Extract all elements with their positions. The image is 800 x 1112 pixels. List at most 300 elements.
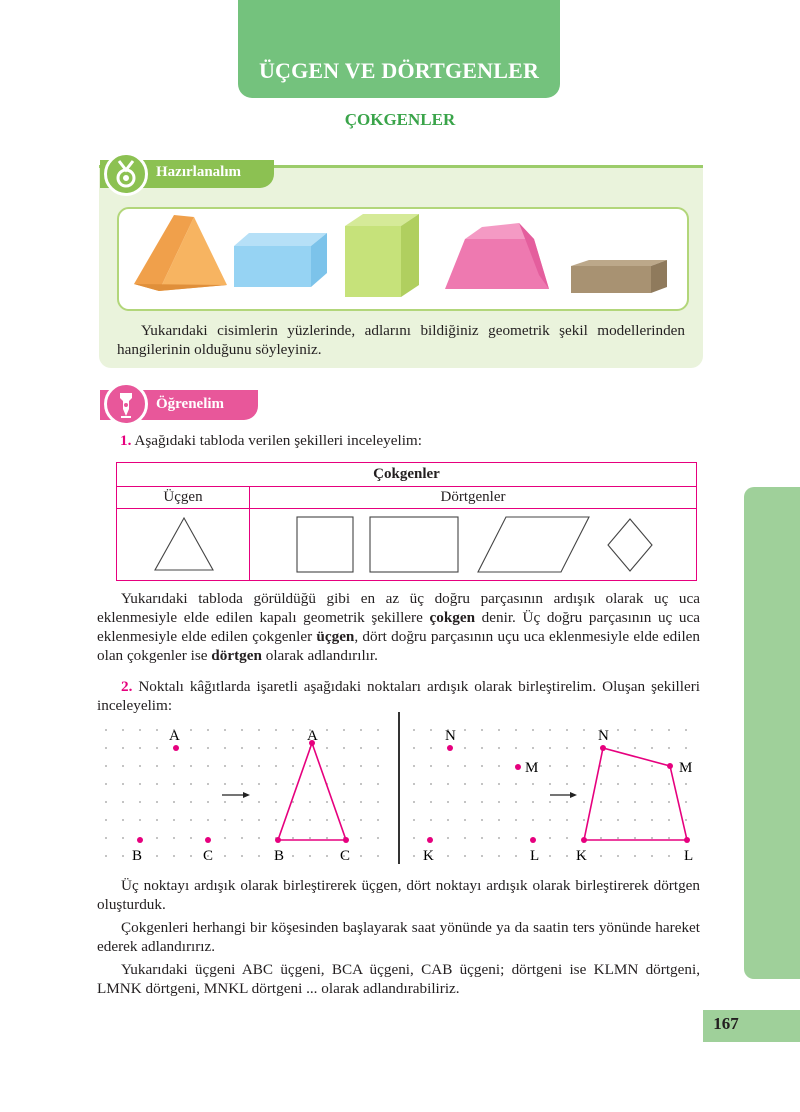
label-k: K (423, 848, 434, 864)
grid-dot (549, 765, 551, 767)
grid-dot (413, 837, 415, 839)
grid-dot (634, 783, 636, 785)
grid-dot (360, 837, 362, 839)
grid-dot (122, 855, 124, 857)
grid-dot (326, 747, 328, 749)
grid-dot (515, 819, 517, 821)
grid-dot (413, 819, 415, 821)
grid-dot (309, 783, 311, 785)
grid-dot (447, 783, 449, 785)
grid-dot (156, 783, 158, 785)
triangle-abc (278, 743, 346, 840)
grid-dot (617, 819, 619, 821)
grid-dot (651, 837, 653, 839)
grid-dot (532, 801, 534, 803)
grid-dot (377, 801, 379, 803)
grid-dot (207, 801, 209, 803)
summary-paragraph-1: Üç noktayı ardışık olarak birleştirerek üçgen, dört noktayı ardışık olarak birleştirerek dörtgen oluşturduk. (97, 877, 700, 913)
grid-dot (668, 783, 670, 785)
grid-dot (413, 855, 415, 857)
grid-dot (190, 801, 192, 803)
grid-dot (224, 801, 226, 803)
grid-dot (668, 801, 670, 803)
grid-dot (105, 855, 107, 857)
arrow-right-head (570, 792, 577, 798)
grid-dot (173, 765, 175, 767)
grid-dot (326, 765, 328, 767)
definition-text-c: denir. Üç doğru parçasının uç uca eklenmesiyle elde edilen çokgenler (97, 609, 700, 645)
label-k2: K (576, 848, 587, 864)
grid-dot (515, 855, 517, 857)
grid-dot (617, 747, 619, 749)
grid-dot (651, 765, 653, 767)
grid-dot (549, 783, 551, 785)
grid-dot (224, 747, 226, 749)
grid-dot (139, 729, 141, 731)
grid-dot (309, 837, 311, 839)
grid-dot (122, 747, 124, 749)
definition-text-a: Yukarıdaki tabloda görüldüğü gibi en az üç doğru parçasının ardışık olarak uç uca eklenmesiyle elde edilen kapalı geometrik şekillere (97, 590, 700, 626)
grid-dot (122, 801, 124, 803)
grid-dot (668, 837, 670, 839)
grid-dot (549, 819, 551, 821)
grid-dot (498, 765, 500, 767)
term-dortgen: dörtgen (211, 647, 262, 664)
grid-dot (326, 729, 328, 731)
grid-dot (258, 729, 260, 731)
grid-dot (173, 837, 175, 839)
vertex-n (600, 745, 606, 751)
term-cokgen: çokgen (429, 609, 476, 626)
grid-dot (156, 765, 158, 767)
hazirlanalim-label: Hazırlanalım (156, 164, 241, 180)
grid-dot (549, 801, 551, 803)
grid-dot (173, 783, 175, 785)
grid-dot (464, 783, 466, 785)
page-number: 167 (713, 1014, 739, 1033)
page-title: ÜÇGEN VE DÖRTGENLER (258, 58, 540, 83)
grid-dot (447, 837, 449, 839)
grid-dot (173, 855, 175, 857)
grid-dot (481, 801, 483, 803)
grid-dot (275, 819, 277, 821)
summary-paragraph-2: Çokgenleri herhangi bir köşesinden başlayarak saat yönünde ya da saatin ters yönünde hareket ederek adlandırırız. (97, 919, 700, 955)
grid-dot (105, 801, 107, 803)
label-m2: M (679, 760, 693, 776)
label-a2: A (307, 728, 318, 744)
triangle-shape (155, 518, 213, 570)
grid-dot (566, 765, 568, 767)
grid-dot (241, 819, 243, 821)
grid-dot (275, 747, 277, 749)
grid-dot (224, 765, 226, 767)
grid-dot (258, 783, 260, 785)
grid-dot (360, 747, 362, 749)
grid-dot (275, 783, 277, 785)
grid-dot (447, 819, 449, 821)
grid-dot (360, 819, 362, 821)
grid-dot (156, 819, 158, 821)
grid-dot (105, 765, 107, 767)
dot-paper-figures (100, 720, 700, 870)
rectangle-shape (370, 517, 458, 572)
grid-dot (292, 729, 294, 731)
point-b (137, 837, 143, 843)
vertex-c (343, 837, 349, 843)
grid-dot (275, 765, 277, 767)
definition-text-e: , dört doğru parçasının uçu uca eklenmesiyle elde edilen olan çokgenler ise (97, 628, 701, 664)
grid-dot (139, 747, 141, 749)
grid-dot (634, 855, 636, 857)
green-cube (345, 214, 419, 297)
grid-dot (464, 801, 466, 803)
grid-dot (207, 783, 209, 785)
grid-dot (292, 747, 294, 749)
item-1-text: Aşağıdaki tabloda verilen şekilleri inceleyelim: (131, 432, 422, 449)
grid-dot (634, 837, 636, 839)
grid-dot (105, 819, 107, 821)
grid-dot (549, 837, 551, 839)
pink-frustum (445, 223, 549, 289)
grid-dot (122, 783, 124, 785)
grid-dot (258, 801, 260, 803)
grid-dot (292, 855, 294, 857)
grid-dot (360, 729, 362, 731)
grid-dot (583, 783, 585, 785)
grid-dot (377, 837, 379, 839)
grid-dot (105, 837, 107, 839)
grid-dot (156, 837, 158, 839)
grid-dot (292, 819, 294, 821)
grid-dot (139, 783, 141, 785)
grid-dot (258, 819, 260, 821)
grid-dot (481, 729, 483, 731)
grid-dot (685, 819, 687, 821)
grid-dot (515, 837, 517, 839)
brown-slab (571, 260, 667, 293)
label-c2: C (340, 848, 351, 864)
label-a: A (169, 728, 180, 744)
grid-dot (481, 819, 483, 821)
grid-dot (309, 765, 311, 767)
label-m: M (525, 760, 539, 776)
grid-dot (413, 729, 415, 731)
grid-dot (685, 801, 687, 803)
grid-dot (532, 783, 534, 785)
grid-dot (651, 747, 653, 749)
point-n (447, 745, 453, 751)
grid-dot (549, 729, 551, 731)
grid-dot (173, 801, 175, 803)
grid-dot (464, 765, 466, 767)
grid-dot (258, 855, 260, 857)
grid-dot (464, 855, 466, 857)
grid-dot (430, 819, 432, 821)
label-n2: N (598, 728, 609, 744)
vertex-k (581, 837, 587, 843)
grid-dot (413, 783, 415, 785)
grid-dot (190, 765, 192, 767)
orange-prism (134, 215, 227, 291)
grid-dot (600, 837, 602, 839)
grid-dot (600, 801, 602, 803)
grid-dot (190, 837, 192, 839)
grid-dot (292, 783, 294, 785)
grid-dot (583, 819, 585, 821)
point-a (173, 745, 179, 751)
grid-dot (190, 783, 192, 785)
grid-dot (190, 729, 192, 731)
grid-dot (651, 729, 653, 731)
dot-grid-left (105, 729, 379, 857)
grid-dot (566, 801, 568, 803)
grid-dot (447, 855, 449, 857)
grid-dot (360, 801, 362, 803)
grid-dot (668, 819, 670, 821)
grid-dot (309, 855, 311, 857)
grid-dot (617, 855, 619, 857)
grid-dot (634, 765, 636, 767)
grid-dot (617, 765, 619, 767)
vertex-b (275, 837, 281, 843)
label-b: B (132, 848, 143, 864)
grid-dot (464, 837, 466, 839)
grid-dot (343, 801, 345, 803)
definition-paragraph (97, 589, 700, 665)
grid-dot (600, 765, 602, 767)
grid-dot (292, 837, 294, 839)
grid-dot (258, 837, 260, 839)
table-header-quadrilaterals: Dörtgenler (250, 487, 697, 509)
grid-dot (360, 765, 362, 767)
blue-box (234, 233, 327, 287)
parallelogram-shape (478, 517, 589, 572)
grid-dot (326, 837, 328, 839)
grid-dot (241, 837, 243, 839)
grid-dot (430, 729, 432, 731)
grid-dot (430, 747, 432, 749)
point-l (530, 837, 536, 843)
summary-paragraph-3: Yukarıdaki üçgeni ABC üçgeni, BCA üçgeni, CAB üçgeni; dörtgeni ise KLMN dörtgeni, LMNK dörtgeni, MNKL dörtgeni ... olarak adlandırabiliriz. (97, 961, 700, 997)
grid-dot (566, 837, 568, 839)
grid-dot (156, 855, 158, 857)
grid-dot (481, 765, 483, 767)
grid-dot (224, 729, 226, 731)
grid-dot (241, 783, 243, 785)
medal-icon (104, 152, 148, 196)
table-header-triangle: Üçgen (117, 487, 250, 509)
grid-dot (464, 747, 466, 749)
grid-dot (668, 729, 670, 731)
grid-dot (515, 747, 517, 749)
square-shape (297, 517, 353, 572)
grid-dot (532, 819, 534, 821)
grid-dot (634, 729, 636, 731)
grid-dot (617, 801, 619, 803)
grid-dot (377, 819, 379, 821)
grid-dot (413, 747, 415, 749)
grid-dot (668, 855, 670, 857)
grid-dot (241, 729, 243, 731)
grid-dot (498, 747, 500, 749)
grid-dot (413, 801, 415, 803)
grid-dot (105, 747, 107, 749)
grid-dot (413, 765, 415, 767)
grid-dot (156, 747, 158, 749)
grid-dot (190, 747, 192, 749)
grid-dot (224, 837, 226, 839)
grid-dot (634, 819, 636, 821)
grid-dot (326, 855, 328, 857)
point-k (427, 837, 433, 843)
grid-dot (309, 801, 311, 803)
solids-image (117, 207, 689, 311)
grid-dot (258, 747, 260, 749)
grid-dot (498, 819, 500, 821)
grid-dot (515, 783, 517, 785)
grid-dot (275, 801, 277, 803)
grid-dot (139, 801, 141, 803)
label-l2: L (684, 848, 694, 864)
grid-dot (377, 765, 379, 767)
grid-dot (326, 819, 328, 821)
grid-dot (566, 729, 568, 731)
grid-dot (464, 729, 466, 731)
grid-dot (207, 729, 209, 731)
grid-dot (498, 729, 500, 731)
grid-dot (617, 837, 619, 839)
grid-dot (515, 729, 517, 731)
grid-dot (190, 855, 192, 857)
polygons-table (116, 462, 697, 581)
vertex-m (667, 763, 673, 769)
grid-dot (566, 783, 568, 785)
grid-dot (617, 783, 619, 785)
grid-dot (549, 747, 551, 749)
grid-dot (481, 747, 483, 749)
pen-nib-icon (104, 382, 148, 426)
arrow-left-head (243, 792, 250, 798)
grid-dot (549, 855, 551, 857)
dot-grid-right (413, 729, 687, 857)
grid-dot (292, 765, 294, 767)
grid-dot (241, 747, 243, 749)
page-subtitle: ÇOKGENLER (344, 110, 456, 129)
grid-dot (360, 783, 362, 785)
point-c (205, 837, 211, 843)
grid-dot (326, 801, 328, 803)
grid-dot (651, 855, 653, 857)
grid-dot (685, 747, 687, 749)
grid-dot (275, 729, 277, 731)
grid-dot (498, 783, 500, 785)
grid-dot (241, 855, 243, 857)
grid-dot (224, 855, 226, 857)
grid-dot (224, 819, 226, 821)
grid-dot (651, 801, 653, 803)
quadrilateral-klmn (584, 748, 687, 840)
item-2 (97, 677, 700, 715)
grid-dot (156, 729, 158, 731)
grid-dot (241, 801, 243, 803)
grid-dot (685, 729, 687, 731)
item-2-number: 2. (121, 678, 133, 695)
term-ucgen: üçgen (316, 628, 355, 645)
grid-dot (481, 837, 483, 839)
grid-dot (668, 747, 670, 749)
grid-dot (343, 819, 345, 821)
item-1 (120, 431, 700, 450)
grid-dot (634, 747, 636, 749)
grid-dot (156, 801, 158, 803)
grid-dot (343, 747, 345, 749)
grid-dot (122, 765, 124, 767)
grid-dot (139, 765, 141, 767)
grid-dot (617, 729, 619, 731)
grid-dot (634, 801, 636, 803)
grid-dot (105, 783, 107, 785)
item-2-text: Noktalı kâğıtlarda işaretli aşağıdaki noktaları ardışık olarak birleştirelim. Oluşan şekilleri inceleyelim: (97, 678, 700, 714)
grid-dot (377, 729, 379, 731)
grid-dot (377, 783, 379, 785)
side-tab (744, 487, 800, 979)
grid-dot (360, 855, 362, 857)
grid-dot (498, 801, 500, 803)
hazirlanalim-text: Yukarıdaki cisimlerin yüzlerinde, adlarını bildiğiniz geometrik şekil modellerinden hangilerinin olduğunu söyleyiniz. (117, 322, 685, 358)
grid-dot (430, 783, 432, 785)
grid-dot (481, 783, 483, 785)
label-b2: B (274, 848, 285, 864)
grid-dot (447, 765, 449, 767)
grid-dot (583, 747, 585, 749)
grid-dot (566, 819, 568, 821)
grid-dot (241, 765, 243, 767)
grid-dot (532, 747, 534, 749)
grid-dot (583, 729, 585, 731)
definition-text-g: olarak adlandırılır. (261, 647, 378, 664)
grid-dot (685, 783, 687, 785)
grid-dot (207, 819, 209, 821)
grid-dot (258, 765, 260, 767)
label-n: N (445, 728, 456, 744)
grid-dot (481, 855, 483, 857)
item-1-number: 1. (120, 432, 132, 449)
grid-dot (207, 747, 209, 749)
grid-dot (583, 801, 585, 803)
grid-dot (377, 747, 379, 749)
grid-dot (430, 801, 432, 803)
triangle-cell (117, 509, 250, 581)
grid-dot (173, 819, 175, 821)
grid-dot (105, 729, 107, 731)
grid-dot (190, 819, 192, 821)
grid-dot (464, 819, 466, 821)
grid-dot (600, 783, 602, 785)
grid-dot (566, 747, 568, 749)
grid-dot (515, 801, 517, 803)
grid-dot (377, 855, 379, 857)
grid-dot (447, 801, 449, 803)
grid-dot (343, 765, 345, 767)
grid-dot (600, 819, 602, 821)
ogrenelim-label: Öğrenelim (156, 396, 225, 412)
grid-dot (343, 783, 345, 785)
grid-dot (498, 855, 500, 857)
grid-dot (651, 783, 653, 785)
label-l: L (530, 848, 540, 864)
quadrilaterals-cell (250, 509, 697, 581)
grid-dot (532, 729, 534, 731)
